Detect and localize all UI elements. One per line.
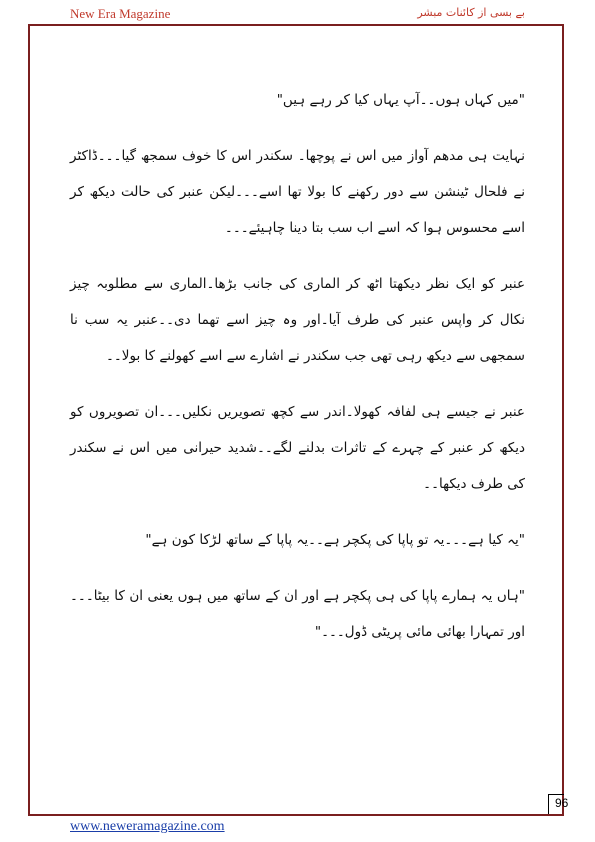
paragraph-3: عنبر کو ایک نظر دیکھتا اٹھ کر الماری کی جانب بڑھا۔الماری سے مطلوبہ چیز نکال کر واپس عنبر کی طرف آیا۔اور وہ چیز اسے تھما دی۔۔عنبر یہ سب نا سمجھی سے دیکھ رہی تھی جب سکندر نے اشارے سے اسے کھولنے کا بولا۔۔ xyxy=(70,276,525,364)
paragraph-5: "یہ کیا ہے۔۔۔یہ تو پاپا کی پکچر ہے۔۔یہ پاپا کے ساتھ لڑکا کون ہے" xyxy=(145,532,525,548)
magazine-name: New Era Magazine xyxy=(70,6,171,21)
website-link[interactable]: www.neweramagazine.com xyxy=(70,819,225,834)
paragraph-6: "ہاں یہ ہمارے پاپا کی ہی پکچر ہے اور ان کے ساتھ میں ہوں یعنی ان کا بیٹا۔۔۔اور تمہارا بھائی مائی پریٹی ڈول۔۔۔" xyxy=(70,588,525,640)
paragraph-1: "میں کہاں ہوں۔۔آپ یہاں کیا کر رہے ہیں" xyxy=(276,92,525,108)
paragraph-4: عنبر نے جیسے ہی لفافہ کھولا۔اندر سے کچھ تصویریں نکلیں۔۔۔ان تصویروں کو دیکھ کر عنبر کے چہرے کے تاثرات بدلنے لگے۔۔شدید حیرانی میں اس نے سکندر کی طرف دیکھا۔۔ xyxy=(70,404,525,492)
paragraph-2: نہایت ہی مدھم آواز میں اس نے پوچھا۔ سکندر اس کا خوف سمجھ گیا۔۔۔ڈاکٹر نے فلحال ٹینشن سے دور رکھنے کا بولا تھا اسے۔۔۔لیکن عنبر کی حالت دیکھ کر اسے محسوس ہوا کہ اسے اب سب بتا دینا چاہیئے۔۔۔ xyxy=(70,148,525,236)
page-number: 96 xyxy=(555,796,569,810)
article-body xyxy=(70,82,525,670)
story-title: بے بسی از کائنات مبشر xyxy=(417,6,525,19)
